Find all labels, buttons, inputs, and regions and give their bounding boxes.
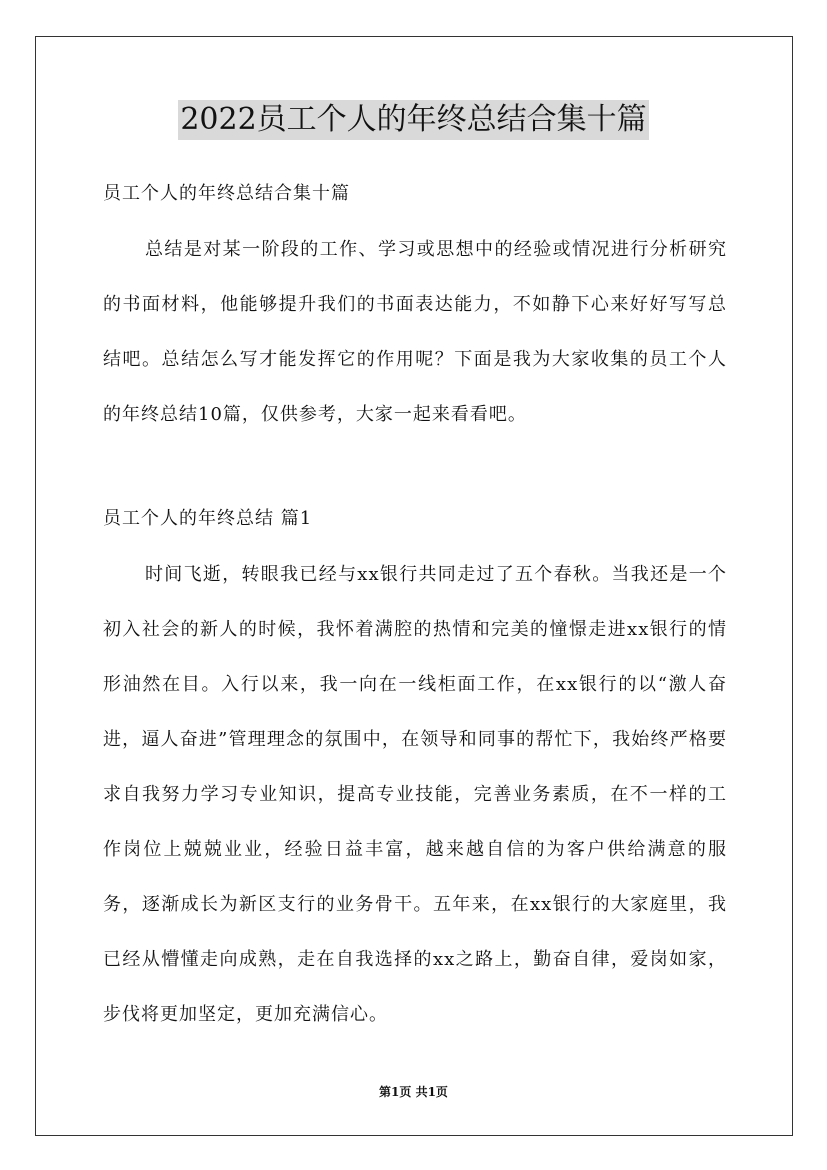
section-paragraph: 时间飞逝，转眼我已经与xx银行共同走过了五个春秋。当我还是一个初入社会的新人的时候，我怀着满腔的热情和完美的憧憬走进xx银行的情形油然在目。入行以来，我一向在一线柜面工作，在xx银行的以“激人奋进，逼人奋进”管理理念的氛围中，在领导和同事的帮忙下，我始终严格要求自我努力学习专业知识，提高专业技能，完善业务素质，在不一样的工作岗位上兢兢业业，经验日益丰富，越来越自信的为客户供给满意的服务，逐渐成长为新区支行的业务骨干。五年来，在xx银行的大家庭里，我已经从懵懂走向成熟，走在自我选择的xx之路上，勤奋自律，爱岗如家，步伐将更加坚定，更加充满信心。: [103, 564, 727, 1025]
intro-paragraph: 总结是对某一阶段的工作、学习或思想中的经验或情况进行分析研究的书面材料，他能够提升我们的书面表达能力，不如静下心来好好写写总结吧。总结怎么写才能发挥它的作用呢？下面是我为大家收集的员工个人的年终总结10篇，仅供参考，大家一起来看看吧。: [103, 239, 727, 425]
section-heading: 员工个人的年终总结 篇1: [103, 508, 313, 529]
document-subtitle: 员工个人的年终总结合集十篇: [103, 183, 350, 204]
document-title: 2022员工个人的年终总结合集十篇: [178, 100, 648, 140]
document-title-wrapper: [0, 100, 827, 140]
page-footer: 第1页 共1页: [379, 1085, 448, 1099]
